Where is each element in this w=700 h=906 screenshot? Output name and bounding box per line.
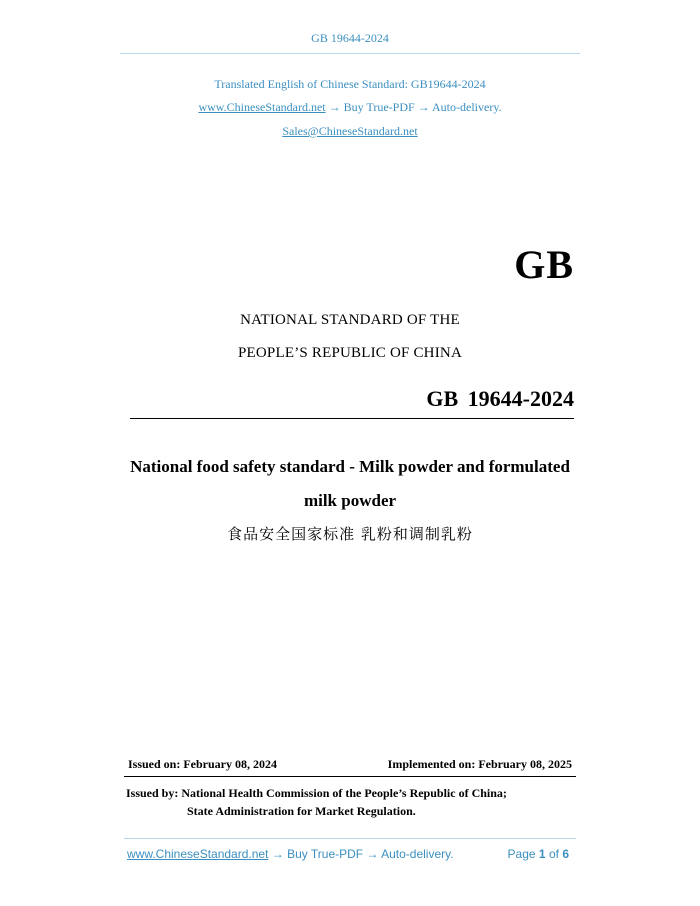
national-standard-line1: NATIONAL STANDARD OF THE bbox=[240, 312, 460, 328]
page-current: 1 bbox=[538, 847, 546, 861]
standard-number: GB 19644-2024 bbox=[426, 386, 574, 411]
page-indicator bbox=[508, 847, 569, 861]
page-total: 6 bbox=[562, 847, 569, 861]
promo-site-link[interactable]: www.ChineseStandard.net bbox=[198, 100, 326, 114]
title-en-line2: milk powder bbox=[303, 491, 397, 510]
national-standard-line2: PEOPLE’S REPUBLIC OF CHINA bbox=[238, 345, 462, 361]
page-of: of bbox=[548, 847, 559, 861]
promo-purchase-line bbox=[0, 100, 700, 115]
promo-translation-line: Translated English of Chinese Standard: GB19644-2024 bbox=[214, 77, 486, 91]
title-chinese: 食品安全国家标准 乳粉和调制乳粉 bbox=[227, 525, 473, 543]
promo-purchase-text: → Buy True-PDF → Auto-delivery. bbox=[325, 100, 502, 114]
header-standard-code: GB 19644-2024 bbox=[311, 31, 389, 45]
issuer-line2: State Administration for Market Regulation. bbox=[187, 804, 416, 818]
footer-divider bbox=[124, 838, 576, 839]
header-divider bbox=[120, 53, 580, 54]
issuer-block bbox=[126, 784, 507, 820]
gb-mark: GB bbox=[514, 242, 574, 287]
footer bbox=[127, 847, 573, 861]
issued-date: Issued on: February 08, 2024 bbox=[128, 757, 278, 771]
implemented-date: Implemented on: February 08, 2025 bbox=[387, 757, 572, 771]
footer-purchase-text: → Buy True-PDF → Auto-delivery. bbox=[268, 847, 454, 861]
footer-site-link[interactable]: www.ChineseStandard.net bbox=[127, 847, 269, 861]
issuer-line1: Issued by: National Health Commission of the People’s Republic of China; bbox=[126, 786, 507, 800]
dates-divider bbox=[124, 776, 576, 777]
promo-email-line bbox=[0, 124, 700, 139]
title-en-line1: National food safety standard - Milk powder and formulated bbox=[130, 457, 570, 476]
title-divider bbox=[130, 418, 574, 419]
promo-email-link[interactable]: Sales@ChineseStandard.net bbox=[282, 124, 418, 138]
page-label: Page bbox=[507, 847, 536, 861]
